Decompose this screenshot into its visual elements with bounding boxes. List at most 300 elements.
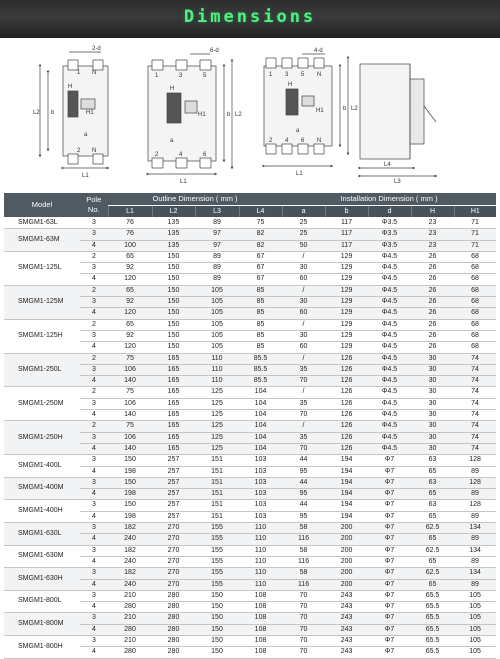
value-cell: 129	[325, 342, 368, 353]
value-cell: 68	[454, 342, 496, 353]
value-cell: 104	[239, 443, 282, 454]
value-cell: 116	[282, 556, 325, 567]
value-cell: 150	[108, 477, 152, 488]
value-cell: 270	[152, 523, 195, 534]
pole-cell: 4	[80, 556, 108, 567]
pole-cell: 4	[80, 624, 108, 635]
value-cell: 74	[454, 410, 496, 421]
value-cell: 100	[108, 240, 152, 251]
value-cell: 150	[152, 297, 195, 308]
pole-cell: 3	[80, 568, 108, 579]
value-cell: 70	[282, 590, 325, 601]
value-cell: 150	[152, 285, 195, 296]
value-cell: 120	[108, 274, 152, 285]
value-cell: 280	[108, 602, 152, 613]
pole-cell: 4	[80, 511, 108, 522]
v1-a-label: a	[84, 132, 88, 138]
value-cell: Φ4.5	[368, 387, 411, 398]
v3-bottom-6: 6	[301, 138, 305, 144]
value-cell: 85	[239, 330, 282, 341]
value-cell: 30	[282, 263, 325, 274]
value-cell: 75	[239, 218, 282, 229]
value-cell: 135	[152, 240, 195, 251]
value-cell: /	[282, 319, 325, 330]
v2-a-label: a	[170, 138, 174, 144]
value-cell: 129	[325, 308, 368, 319]
value-cell: 126	[325, 421, 368, 432]
value-cell: 63	[411, 455, 454, 466]
value-cell: Φ7	[368, 523, 411, 534]
v3-term-n: N	[317, 72, 322, 78]
value-cell: 104	[239, 432, 282, 443]
value-cell: 105	[454, 635, 496, 646]
pole-cell: 3	[80, 590, 108, 601]
value-cell: 106	[108, 364, 152, 375]
model-cell: SMGM1-125H	[4, 319, 80, 353]
value-cell: 106	[108, 398, 152, 409]
value-cell: 71	[454, 240, 496, 251]
v3-l1-label: L1	[296, 171, 303, 177]
value-cell: 68	[454, 308, 496, 319]
value-cell: Φ4.5	[368, 376, 411, 387]
value-cell: 110	[239, 579, 282, 590]
value-cell: 70	[282, 376, 325, 387]
value-cell: 76	[108, 218, 152, 229]
breaker-front-view-3p	[148, 54, 232, 174]
value-cell: Φ7	[368, 624, 411, 635]
value-cell: 151	[195, 511, 239, 522]
value-cell: 95	[282, 466, 325, 477]
value-cell: 129	[325, 285, 368, 296]
value-cell: 103	[239, 455, 282, 466]
model-cell: SMGM1-400H	[4, 500, 80, 523]
value-cell: Φ7	[368, 500, 411, 511]
side-l3-label: L3	[394, 179, 401, 184]
pole-cell: 2	[80, 353, 108, 364]
pole-cell: 4	[80, 534, 108, 545]
value-cell: 243	[325, 624, 368, 635]
value-cell: Φ7	[368, 647, 411, 658]
value-cell: 105	[454, 590, 496, 601]
value-cell: 270	[152, 579, 195, 590]
value-cell: 110	[195, 364, 239, 375]
value-cell: 65	[411, 579, 454, 590]
v1-h-label: H	[68, 84, 73, 90]
value-cell: 104	[239, 410, 282, 421]
value-cell: Φ7	[368, 590, 411, 601]
value-cell: 85.5	[239, 364, 282, 375]
value-cell: /	[282, 387, 325, 398]
value-cell: 194	[325, 511, 368, 522]
value-cell: 35	[282, 398, 325, 409]
value-cell: 26	[411, 285, 454, 296]
title-banner	[0, 0, 500, 38]
value-cell: 155	[195, 568, 239, 579]
header-h: H	[411, 206, 454, 218]
value-cell: 70	[282, 647, 325, 658]
value-cell: 280	[108, 647, 152, 658]
value-cell: 126	[325, 432, 368, 443]
table-row	[4, 319, 496, 330]
value-cell: 65	[411, 466, 454, 477]
value-cell: 257	[152, 477, 195, 488]
value-cell: 150	[152, 274, 195, 285]
v2-l1-label: L1	[180, 179, 187, 184]
header-d: d	[368, 206, 411, 218]
value-cell: Φ7	[368, 477, 411, 488]
dimension-drawings	[0, 44, 500, 184]
value-cell: 30	[411, 353, 454, 364]
value-cell: 125	[195, 398, 239, 409]
value-cell: Φ7	[368, 602, 411, 613]
value-cell: 74	[454, 387, 496, 398]
value-cell: 150	[195, 590, 239, 601]
value-cell: Φ4.5	[368, 364, 411, 375]
value-cell: Φ4.5	[368, 297, 411, 308]
value-cell: 105	[454, 613, 496, 624]
value-cell: 165	[152, 443, 195, 454]
table-row	[4, 545, 496, 556]
breaker-side-view	[360, 64, 436, 176]
value-cell: 198	[108, 466, 152, 477]
table-row	[4, 251, 496, 262]
value-cell: 85	[239, 297, 282, 308]
value-cell: 105	[195, 342, 239, 353]
value-cell: Φ7	[368, 568, 411, 579]
value-cell: 150	[195, 613, 239, 624]
v2-term-1: 1	[155, 73, 159, 79]
value-cell: 117	[325, 218, 368, 229]
table-row	[4, 421, 496, 432]
page-title: Dimensions	[183, 7, 317, 27]
table-row	[4, 613, 496, 624]
value-cell: 65.5	[411, 613, 454, 624]
value-cell: 165	[152, 432, 195, 443]
v2-bottom-2: 2	[155, 152, 159, 158]
value-cell: 30	[282, 297, 325, 308]
header-l1: L1	[108, 206, 152, 218]
value-cell: 128	[454, 455, 496, 466]
value-cell: 280	[152, 602, 195, 613]
value-cell: 60	[282, 342, 325, 353]
v3-term-1: 1	[269, 72, 273, 78]
value-cell: 270	[152, 556, 195, 567]
v1-b-label: b	[51, 110, 55, 116]
value-cell: 30	[282, 330, 325, 341]
value-cell: 30	[411, 364, 454, 375]
v2-l2-label: L2	[235, 112, 242, 118]
value-cell: 68	[454, 251, 496, 262]
value-cell: 85	[239, 308, 282, 319]
header-install: Installation Dimension ( mm )	[282, 193, 496, 206]
value-cell: 75	[108, 387, 152, 398]
table-row	[4, 455, 496, 466]
value-cell: 110	[239, 523, 282, 534]
value-cell: 105	[454, 602, 496, 613]
value-cell: 85	[239, 319, 282, 330]
value-cell: 76	[108, 229, 152, 240]
value-cell: 150	[152, 330, 195, 341]
value-cell: 85	[239, 285, 282, 296]
model-cell: SMGM1-250L	[4, 353, 80, 387]
value-cell: 120	[108, 308, 152, 319]
pole-cell: 3	[80, 364, 108, 375]
value-cell: 105	[195, 330, 239, 341]
value-cell: 68	[454, 285, 496, 296]
value-cell: 200	[325, 545, 368, 556]
value-cell: 74	[454, 443, 496, 454]
value-cell: 105	[195, 297, 239, 308]
pole-cell: 3	[80, 523, 108, 534]
pole-cell: 4	[80, 376, 108, 387]
value-cell: 126	[325, 443, 368, 454]
value-cell: 105	[454, 647, 496, 658]
pole-cell: 3	[80, 330, 108, 341]
value-cell: 116	[282, 579, 325, 590]
v1-l1-label: L1	[82, 173, 89, 179]
pole-cell: 3	[80, 432, 108, 443]
value-cell: 89	[195, 274, 239, 285]
value-cell: 82	[239, 229, 282, 240]
pole-cell: 2	[80, 285, 108, 296]
value-cell: 134	[454, 568, 496, 579]
value-cell: 104	[239, 387, 282, 398]
value-cell: 25	[282, 218, 325, 229]
table-row	[4, 590, 496, 601]
value-cell: Φ7	[368, 489, 411, 500]
value-cell: 140	[108, 376, 152, 387]
table-row	[4, 285, 496, 296]
value-cell: 26	[411, 263, 454, 274]
value-cell: 280	[152, 624, 195, 635]
value-cell: 135	[152, 218, 195, 229]
value-cell: 151	[195, 489, 239, 500]
value-cell: 125	[195, 421, 239, 432]
value-cell: Φ7	[368, 635, 411, 646]
value-cell: 68	[454, 297, 496, 308]
pole-cell: 4	[80, 489, 108, 500]
model-cell: SMGM1-250H	[4, 421, 80, 455]
table-row	[4, 568, 496, 579]
header-l4: L4	[239, 206, 282, 218]
value-cell: 89	[454, 511, 496, 522]
value-cell: 210	[108, 613, 152, 624]
value-cell: 270	[152, 568, 195, 579]
v2-top-label: 6-d	[210, 48, 219, 54]
value-cell: 257	[152, 466, 195, 477]
table-row	[4, 229, 496, 240]
header-pole: Pole No.	[80, 193, 108, 218]
value-cell: 110	[239, 556, 282, 567]
value-cell: 182	[108, 568, 152, 579]
value-cell: 110	[239, 568, 282, 579]
value-cell: Φ7	[368, 556, 411, 567]
value-cell: 210	[108, 590, 152, 601]
value-cell: 97	[195, 240, 239, 251]
value-cell: 108	[239, 613, 282, 624]
value-cell: 182	[108, 545, 152, 556]
v3-h1-label: H1	[316, 108, 324, 114]
value-cell: 200	[325, 568, 368, 579]
pole-cell: 4	[80, 308, 108, 319]
value-cell: 82	[239, 240, 282, 251]
value-cell: 126	[325, 387, 368, 398]
model-cell: SMGM1-630M	[4, 545, 80, 568]
model-cell: SMGM1-63M	[4, 229, 80, 252]
value-cell: 105	[195, 308, 239, 319]
value-cell: 150	[195, 635, 239, 646]
value-cell: 194	[325, 466, 368, 477]
value-cell: 110	[195, 353, 239, 364]
value-cell: 257	[152, 511, 195, 522]
value-cell: Φ7	[368, 466, 411, 477]
header-h1: H1	[454, 206, 496, 218]
value-cell: 240	[108, 534, 152, 545]
value-cell: Φ4.5	[368, 421, 411, 432]
value-cell: Φ4.5	[368, 342, 411, 353]
pole-cell: 3	[80, 613, 108, 624]
table-row	[4, 353, 496, 364]
value-cell: 89	[195, 218, 239, 229]
value-cell: 30	[411, 387, 454, 398]
pole-cell: 3	[80, 455, 108, 466]
value-cell: 26	[411, 319, 454, 330]
value-cell: 108	[239, 635, 282, 646]
value-cell: Φ4.5	[368, 410, 411, 421]
value-cell: 198	[108, 489, 152, 500]
value-cell: 65	[411, 511, 454, 522]
value-cell: 129	[325, 330, 368, 341]
table-row	[4, 477, 496, 488]
value-cell: 68	[454, 263, 496, 274]
pole-cell: 3	[80, 398, 108, 409]
header-model: Model	[4, 193, 80, 218]
value-cell: 30	[411, 410, 454, 421]
pole-cell: 3	[80, 263, 108, 274]
value-cell: 103	[239, 477, 282, 488]
value-cell: 151	[195, 466, 239, 477]
pole-cell: 3	[80, 229, 108, 240]
value-cell: 155	[195, 556, 239, 567]
value-cell: 89	[454, 579, 496, 590]
header-outline: Outline Dimension ( mm )	[108, 193, 282, 206]
model-cell: SMGM1-400M	[4, 477, 80, 500]
value-cell: 150	[152, 308, 195, 319]
value-cell: 105	[454, 624, 496, 635]
value-cell: 270	[152, 534, 195, 545]
value-cell: 23	[411, 240, 454, 251]
value-cell: 150	[195, 602, 239, 613]
value-cell: 120	[108, 342, 152, 353]
value-cell: 280	[152, 613, 195, 624]
value-cell: 135	[152, 229, 195, 240]
v2-h1-label: H1	[198, 112, 206, 118]
value-cell: 150	[152, 319, 195, 330]
value-cell: 200	[325, 534, 368, 545]
pole-cell: 3	[80, 218, 108, 229]
value-cell: 165	[152, 387, 195, 398]
value-cell: 129	[325, 297, 368, 308]
value-cell: 126	[325, 353, 368, 364]
value-cell: 155	[195, 534, 239, 545]
model-cell: SMGM1-800H	[4, 635, 80, 658]
value-cell: 108	[239, 624, 282, 635]
value-cell: 257	[152, 455, 195, 466]
value-cell: 108	[239, 647, 282, 658]
value-cell: 60	[282, 274, 325, 285]
value-cell: 104	[239, 421, 282, 432]
value-cell: Φ7	[368, 613, 411, 624]
value-cell: 243	[325, 635, 368, 646]
value-cell: 151	[195, 477, 239, 488]
value-cell: 125	[195, 432, 239, 443]
value-cell: /	[282, 353, 325, 364]
value-cell: 74	[454, 432, 496, 443]
value-cell: 280	[152, 647, 195, 658]
table-row	[4, 523, 496, 534]
value-cell: 210	[108, 635, 152, 646]
value-cell: 70	[282, 624, 325, 635]
value-cell: Φ4.5	[368, 432, 411, 443]
pole-cell: 4	[80, 579, 108, 590]
value-cell: 105	[195, 319, 239, 330]
value-cell: 85.5	[239, 376, 282, 387]
value-cell: 243	[325, 613, 368, 624]
value-cell: 243	[325, 602, 368, 613]
value-cell: 58	[282, 523, 325, 534]
value-cell: 198	[108, 511, 152, 522]
value-cell: Φ4.5	[368, 263, 411, 274]
value-cell: /	[282, 421, 325, 432]
value-cell: 125	[195, 387, 239, 398]
value-cell: 125	[195, 410, 239, 421]
model-cell: SMGM1-125L	[4, 251, 80, 285]
value-cell: Φ4.5	[368, 353, 411, 364]
value-cell: 182	[108, 523, 152, 534]
value-cell: 26	[411, 330, 454, 341]
value-cell: 63	[411, 477, 454, 488]
value-cell: 65	[108, 285, 152, 296]
model-cell: SMGM1-800M	[4, 613, 80, 636]
header-a: a	[282, 206, 325, 218]
value-cell: 165	[152, 353, 195, 364]
v3-top-label: 4-d	[314, 48, 323, 54]
value-cell: 23	[411, 218, 454, 229]
value-cell: Φ7	[368, 579, 411, 590]
value-cell: 26	[411, 251, 454, 262]
v3-bottom-4: 4	[285, 138, 289, 144]
pole-cell: 2	[80, 251, 108, 262]
value-cell: 155	[195, 545, 239, 556]
v2-term-5: 5	[203, 73, 207, 79]
header-l2: L2	[152, 206, 195, 218]
value-cell: 44	[282, 500, 325, 511]
value-cell: 89	[454, 466, 496, 477]
value-cell: 44	[282, 477, 325, 488]
value-cell: 92	[108, 330, 152, 341]
value-cell: 26	[411, 308, 454, 319]
pole-cell: 4	[80, 240, 108, 251]
pole-cell: 3	[80, 297, 108, 308]
value-cell: 89	[195, 251, 239, 262]
value-cell: 70	[282, 602, 325, 613]
value-cell: Φ3.5	[368, 240, 411, 251]
value-cell: 150	[152, 342, 195, 353]
value-cell: 65	[108, 319, 152, 330]
value-cell: 74	[454, 398, 496, 409]
value-cell: 116	[282, 534, 325, 545]
value-cell: 108	[239, 590, 282, 601]
